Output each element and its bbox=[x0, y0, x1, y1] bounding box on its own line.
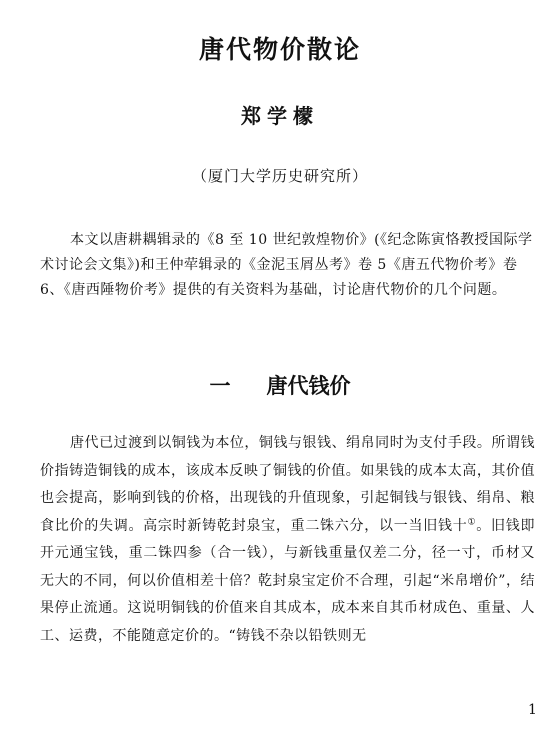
body-paragraph bbox=[40, 430, 535, 650]
abstract-paragraph: 本文以唐耕耦辑录的《8 至 10 世纪敦煌物价》(《纪念陈寅恪教授国际学术讨论会文集》)和王仲荦辑录的《金泥玉屑丛考》卷 5《唐五代物价考》卷 6、《唐西陲物价考》提供的有关资料为基础，讨论唐代物价的几个问题。 bbox=[40, 232, 533, 298]
article-title: 唐代物价散论 bbox=[198, 35, 361, 64]
body-text-part-2: 。旧钱即开元通宝钱，重二铢四参（合一钱），与新钱重量仅差二分，径一寸，币材又无大的不同，何以价值相差十倍？乾封泉宝定价不合理，引起“米帛增价”，结果停止流通。这说明铜钱的价值来自其成本，成本来自其币材成色、重量、人工、运费，不能随意定价的。“铸钱不杂以铅铁则无 bbox=[40, 517, 536, 644]
section-title: 唐代钱价 bbox=[266, 374, 351, 398]
author-affiliation: （厦门大学历史研究所） bbox=[191, 167, 368, 185]
body-text-part-1: 唐代已过渡到以铜钱为本位，铜钱与银钱、绢帛同时为支付手段。所谓钱价指铸造铜钱的成本，该成本反映了铜钱的价值。如果钱的成本太高，其价值也会提高，影响到钱的价格，出现钱的升值现象，引起铜钱与银钱、绢帛、粮食比价的失调。高宗时新铸乾封泉宝，重二铢六分，以一当旧钱十 bbox=[40, 435, 535, 534]
section-heading bbox=[0, 370, 560, 400]
abstract bbox=[40, 228, 535, 303]
footnote-marker[interactable]: ① bbox=[467, 516, 477, 527]
section-number: 一 bbox=[209, 374, 231, 398]
body-text bbox=[40, 430, 535, 650]
author-name: 郑学檬 bbox=[241, 104, 319, 128]
page-number: 1 bbox=[528, 702, 537, 718]
